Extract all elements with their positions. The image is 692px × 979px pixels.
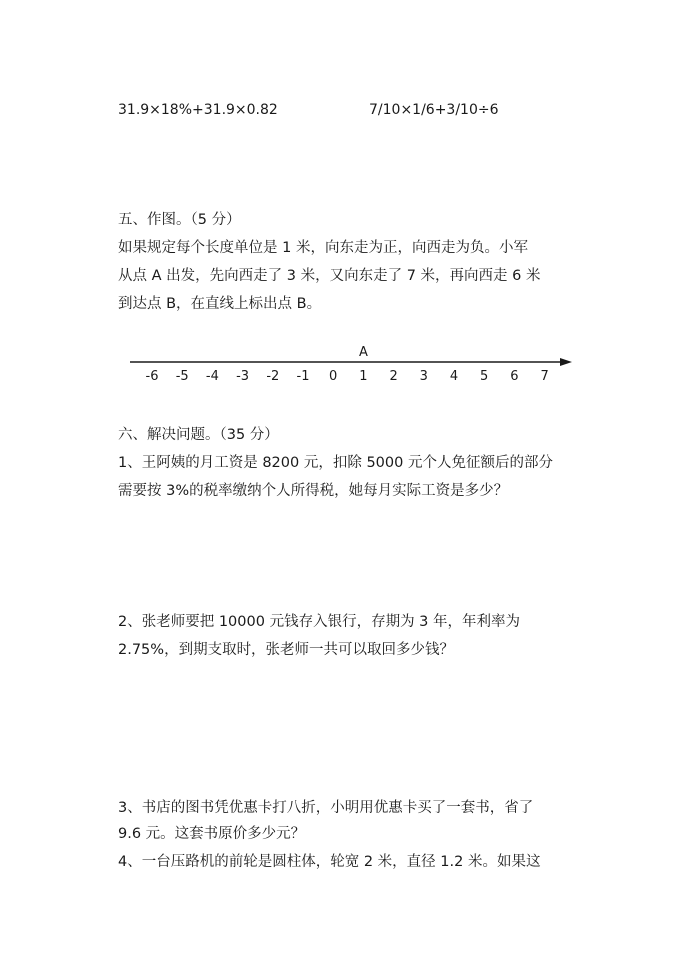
section5-text-line-2: 从点 A 出发，先向西走了 3 米，又向东走了 7 米，再向西走 6 米 — [118, 268, 541, 284]
number-line-arrow — [560, 358, 572, 366]
tick-label: -2 — [266, 369, 280, 384]
tick-label: 7 — [540, 369, 549, 384]
question2-line-2: 2.75%，到期支取时，张老师一共可以取回多少钱？ — [118, 642, 455, 658]
point-a-label: A — [358, 345, 368, 360]
tick-label: 1 — [359, 369, 368, 384]
expression-right: 7/10×1/6+3/10÷6 — [369, 102, 499, 118]
tick-label: 4 — [449, 369, 459, 384]
question1-line-2: 需要按 3%的税率缴纳个人所得税，她每月实际工资是多少？ — [118, 483, 509, 499]
section5-text-line-3: 到达点 B，在直线上标出点 B。 — [118, 296, 322, 312]
question4-line-1: 4、一台压路机的前轮是圆柱体，轮宽 2 米，直径 1.2 米。如果这 — [118, 854, 541, 870]
tick-label: 0 — [329, 369, 338, 384]
tick-label: 3 — [419, 369, 428, 384]
expression-left: 31.9×18%+31.9×0.82 — [118, 102, 278, 118]
section5-text-line-1: 如果规定每个长度单位是 1 米，向东走为正，向西走为负。小军 — [118, 240, 528, 256]
tick-label: -1 — [296, 369, 310, 384]
question3-line-1: 3、书店的图书凭优惠卡打八折，小明用优惠卡买了一套书，省了 — [118, 800, 534, 816]
tick-label: -3 — [236, 369, 250, 384]
question2-line-1: 2、张老师要把 10000 元钱存入银行，存期为 3 年，年利率为 — [118, 614, 521, 630]
tick-label: 6 — [510, 369, 519, 384]
tick-label: 2 — [389, 369, 398, 384]
tick-label: 5 — [480, 369, 489, 384]
tick-label: -6 — [145, 369, 159, 384]
tick-labels — [146, 369, 549, 384]
section5-heading: 五、作图。（5 分） — [118, 212, 241, 228]
tick-label: -4 — [205, 369, 219, 384]
number-line — [128, 340, 578, 390]
question3-line-2: 9.6 元。这套书原价多少元？ — [118, 826, 306, 842]
section6-heading: 六、解决问题。（35 分） — [118, 427, 279, 443]
question1-line-1: 1、王阿姨的月工资是 8200 元，扣除 5000 元个人免征额后的部分 — [118, 455, 553, 471]
tick-label: -5 — [175, 369, 189, 384]
